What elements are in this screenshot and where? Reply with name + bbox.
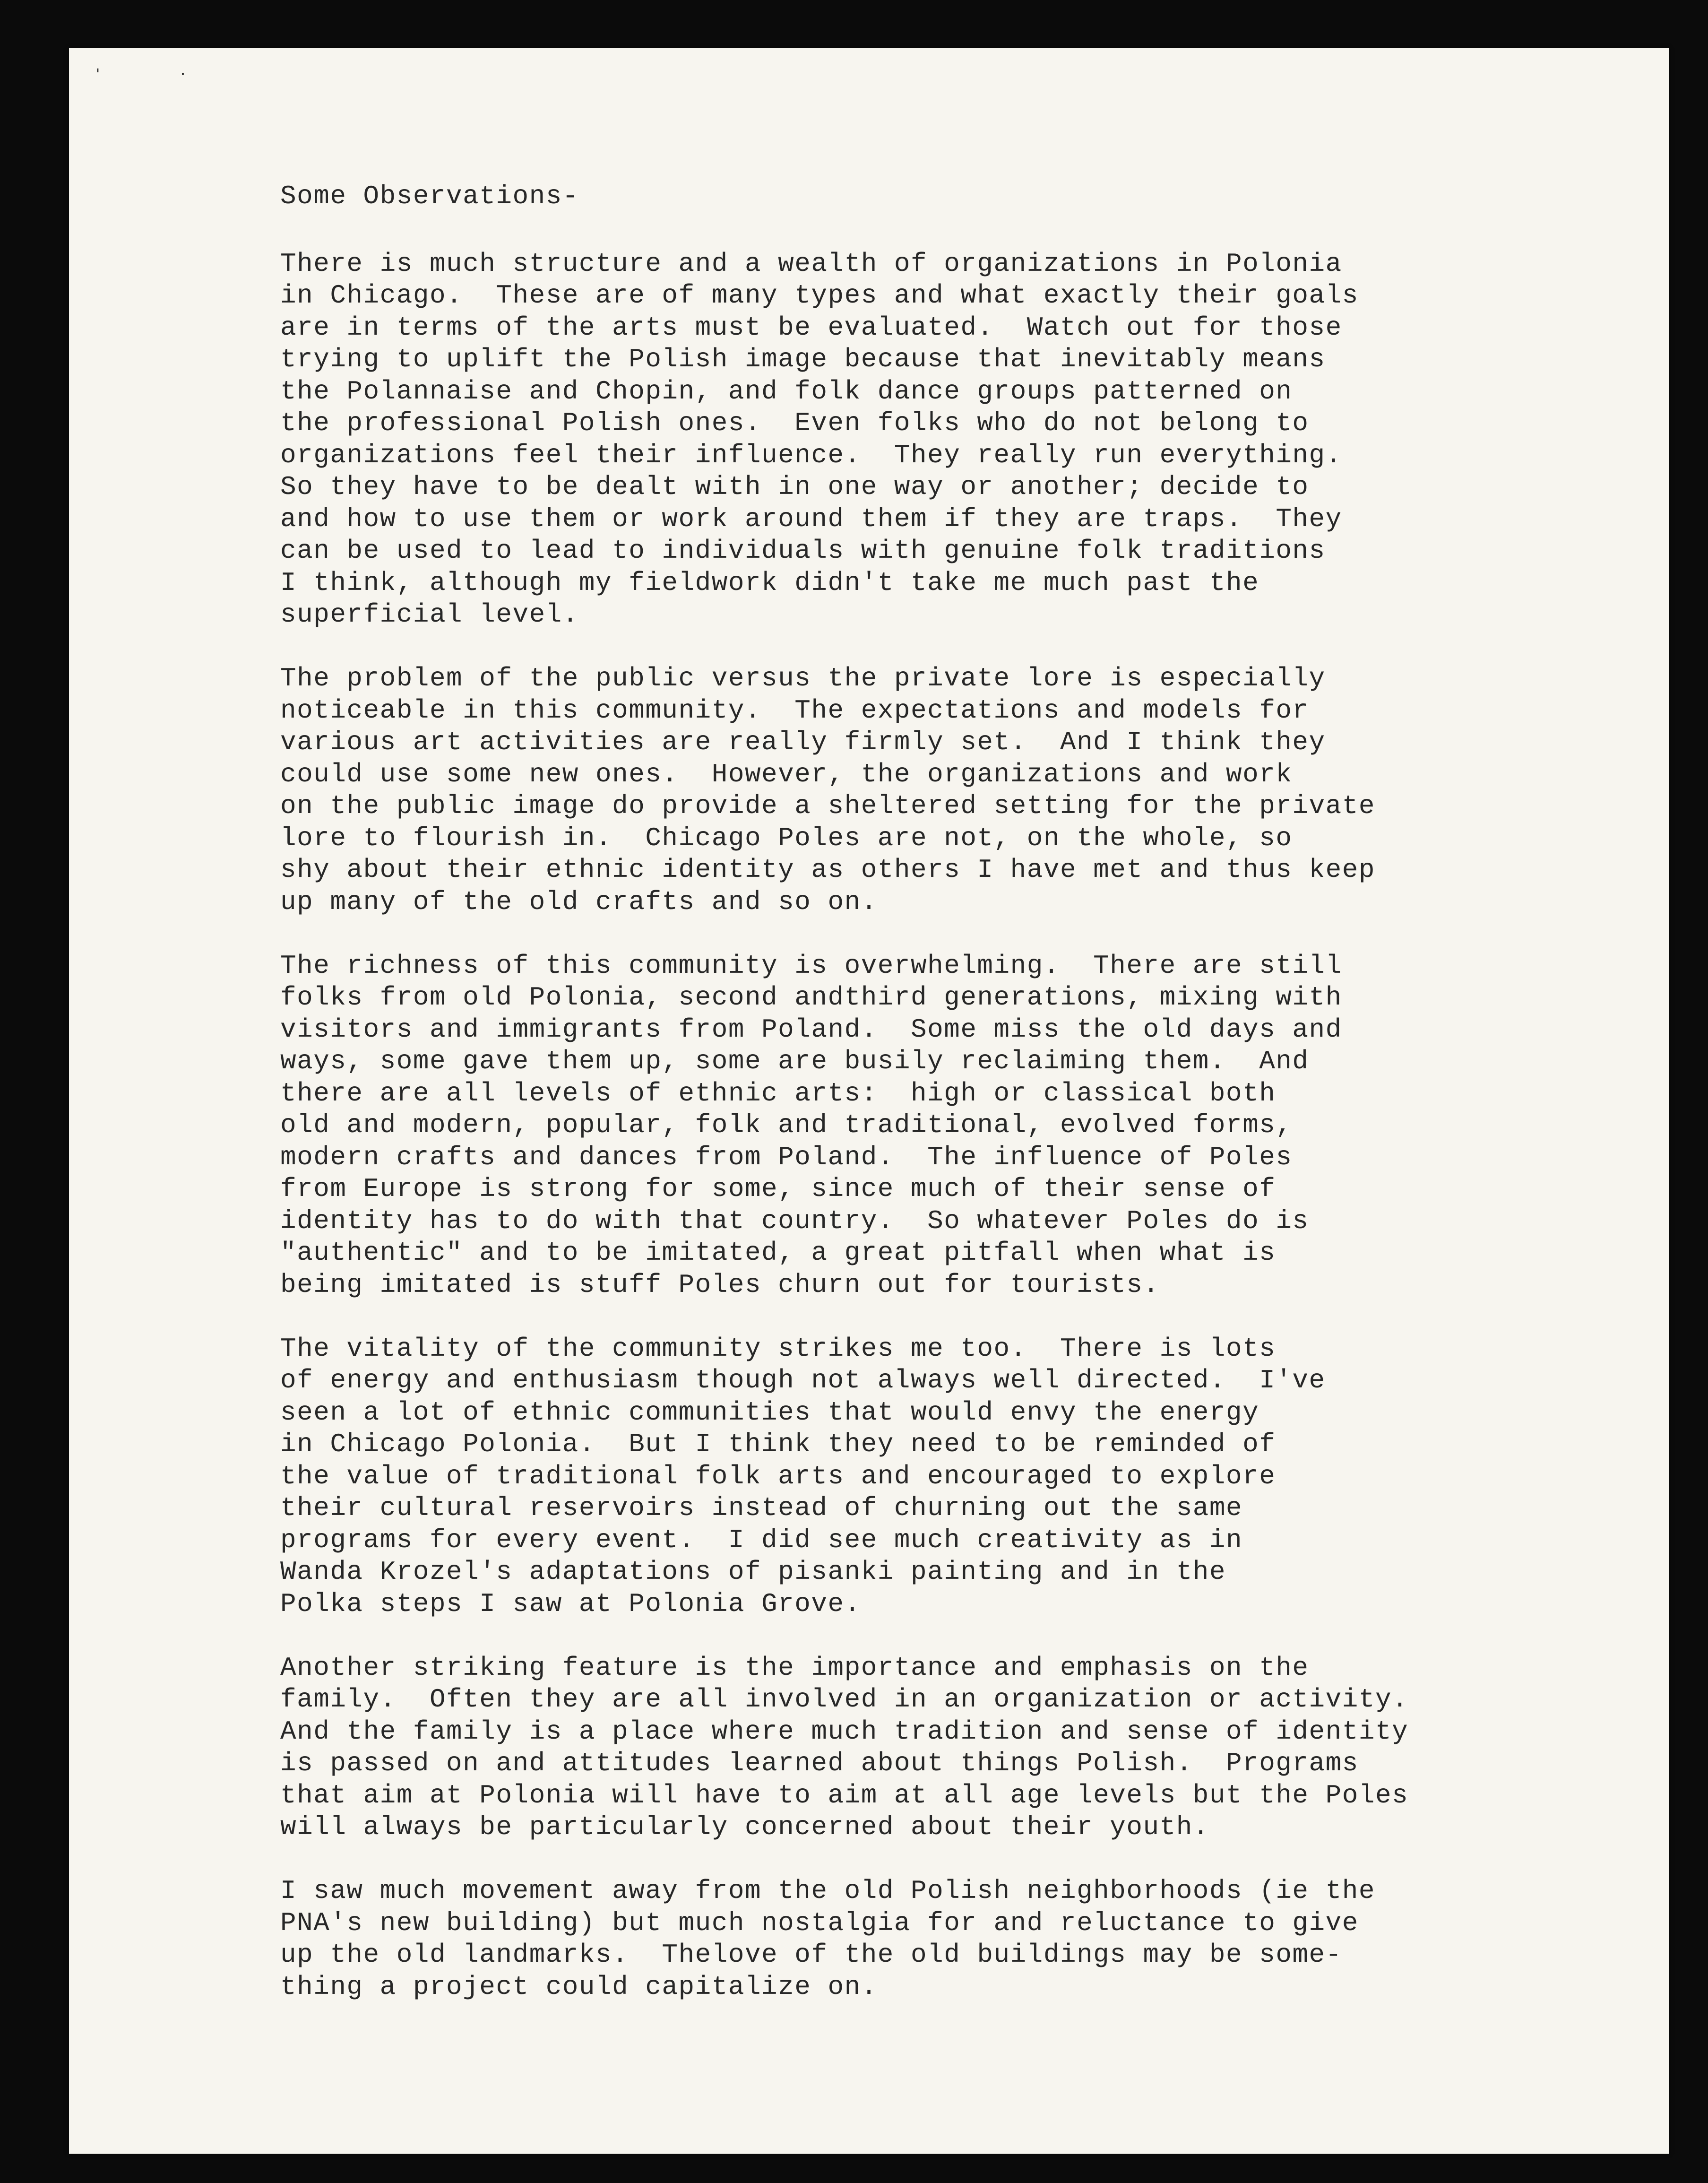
text-line: I think, although my fieldwork didn't take me much past the (280, 567, 1259, 598)
text-line: noticeable in this community. The expectations and models for (280, 695, 1309, 726)
text-line: visitors and immigrants from Poland. Some miss the old days and (280, 1014, 1342, 1045)
paragraph (280, 1652, 1651, 1844)
text-line: can be used to lead to individuals with genuine folk traditions (280, 536, 1326, 566)
text-line: and how to use them or work around them if they are traps. They (280, 503, 1342, 534)
text-line: of energy and enthusiasm though not always well directed. I've (280, 1365, 1326, 1395)
text-line: various art activities are really firmly set. And I think they (280, 727, 1326, 757)
text-line: there are all levels of ethnic arts: high or classical both (280, 1078, 1276, 1109)
text-line: programs for every event. I did see much creativity as in (280, 1525, 1243, 1555)
text-line: PNA's new building) but much nostalgia for and reluctance to give (280, 1907, 1359, 1938)
text-line: are in terms of the arts must be evaluated. Watch out for those (280, 312, 1342, 343)
text-line: thing a project could capitalize on. (280, 1971, 878, 2002)
text-line: from Europe is strong for some, since much of their sense of (280, 1174, 1276, 1204)
text-line: There is much structure and a wealth of organizations in Polonia (280, 248, 1342, 279)
text-line: And the family is a place where much tradition and sense of identity (280, 1716, 1409, 1747)
text-line: in Chicago Polonia. But I think they need to be reminded of (280, 1429, 1276, 1459)
text-line: up the old landmarks. Thelove of the old buildings may be some- (280, 1940, 1342, 1970)
text-line: organizations feel their influence. They really run everything. (280, 440, 1342, 470)
text-line: Another striking feature is the importance and emphasis on the (280, 1652, 1309, 1683)
text-line: seen a lot of ethnic communities that would envy the energy (280, 1397, 1259, 1428)
text-line: lore to flourish in. Chicago Poles are not, on the whole, so (280, 823, 1293, 853)
text-line: on the public image do provide a sheltered setting for the private (280, 791, 1375, 821)
paragraph (280, 1875, 1651, 2003)
text-line: that aim at Polonia will have to aim at all age levels but the Poles (280, 1780, 1409, 1811)
text-line: the Polannaise and Chopin, and folk dance groups patterned on (280, 376, 1293, 407)
paragraph-list (280, 248, 1651, 2003)
text-line: the professional Polish ones. Even folks who do not belong to (280, 408, 1309, 438)
text-line: Polka steps I saw at Polonia Grove. (280, 1588, 861, 1619)
text-line: family. Often they are all involved in an organization or activity. (280, 1684, 1409, 1715)
body-text (280, 181, 1651, 2035)
text-line: modern crafts and dances from Poland. The influence of Poles (280, 1142, 1293, 1172)
text-line: So they have to be dealt with in one way or another; decide to (280, 472, 1309, 502)
paragraph (280, 248, 1651, 631)
text-line: up many of the old crafts and so on. (280, 886, 878, 917)
text-line: I saw much movement away from the old Polish neighborhoods (ie the (280, 1876, 1375, 1906)
text-line: shy about their ethnic identity as others I have met and thus keep (280, 855, 1375, 885)
text-line: in Chicago. These are of many types and what exactly their goals (280, 280, 1359, 311)
text-line: is passed on and attitudes learned about things Polish. Programs (280, 1748, 1359, 1778)
paragraph (280, 663, 1651, 918)
text-line: "authentic" and to be imitated, a great pitfall when what is (280, 1238, 1276, 1268)
margin-mark: ' (94, 66, 103, 83)
text-line: The richness of this community is overwhelming. There are still (280, 950, 1342, 981)
text-line: Wanda Krozel's adaptations of pisanki painting and in the (280, 1557, 1226, 1587)
text-line: their cultural reservoirs instead of churning out the same (280, 1493, 1243, 1523)
paragraph (280, 1333, 1651, 1620)
text-line: folks from old Polonia, second andthird generations, mixing with (280, 982, 1342, 1013)
text-line: the value of traditional folk arts and encouraged to explore (280, 1461, 1276, 1491)
page-heading: Some Observations- (280, 181, 579, 211)
text-line: will always be particularly concerned about their youth. (280, 1812, 1209, 1842)
text-line: could use some new ones. However, the organizations and work (280, 759, 1293, 789)
text-line: The problem of the public versus the private lore is especially (280, 663, 1326, 693)
text-line: superficial level. (280, 599, 579, 630)
text-line: identity has to do with that country. So whatever Poles do is (280, 1205, 1309, 1236)
text-line: The vitality of the community strikes me too. There is lots (280, 1333, 1276, 1364)
margin-mark: · (179, 66, 188, 83)
paragraph (280, 950, 1651, 1301)
text-line: old and modern, popular, folk and traditional, evolved forms, (280, 1110, 1293, 1140)
text-line: being imitated is stuff Poles churn out for tourists. (280, 1269, 1160, 1300)
text-line: ways, some gave them up, some are busily reclaiming them. And (280, 1046, 1309, 1076)
typewritten-page (69, 48, 1669, 2154)
text-line: trying to uplift the Polish image because that inevitably means (280, 344, 1326, 374)
